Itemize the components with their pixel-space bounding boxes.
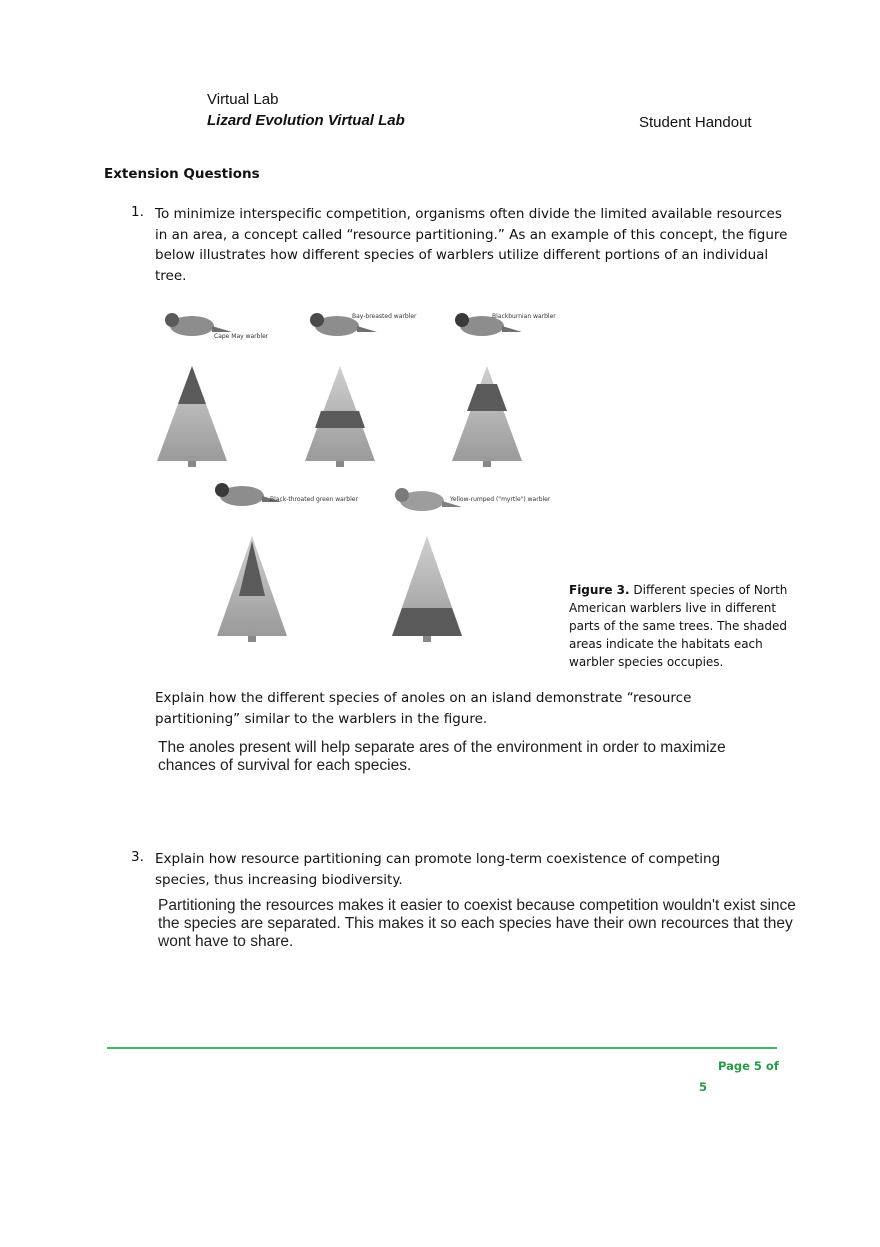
question-3-answer: Partitioning the resources makes it easier to coexist because competition wouldn't exist since the species are separated. This makes it so each species have their own recources that they wont have to share. [158, 897, 796, 950]
figure-caption [569, 581, 789, 671]
footer-rule [107, 1047, 777, 1049]
label-black-throated: Black-throated green warbler [270, 496, 358, 503]
question-1-text: To minimize interspecific competition, organisms often divide the limited available resources in an area, a concept called “resource partitioning.” As an example of this concept, the figure below illustrates how different species of warblers utilize different portions of an individual tree. [155, 206, 788, 284]
question-3-text: Explain how resource partitioning can promote long-term coexistence of competing species, thus increasing biodiversity. [155, 851, 721, 888]
tree-blackburnian [452, 366, 522, 467]
warbler-figure [152, 296, 556, 646]
header-handout-label: Student Handout [639, 114, 752, 131]
question-1-number: 1. [131, 204, 144, 220]
header-lab-type: Virtual Lab [207, 91, 279, 108]
page-number-line2: 5 [699, 1080, 708, 1094]
header-lab-title: Lizard Evolution Virtual Lab [207, 112, 405, 129]
tree-cape-may [157, 366, 227, 467]
question-2-answer: The anoles present will help separate ares of the environment in order to maximize chances of survival for each species. [158, 739, 726, 774]
tree-yellow-rumped [392, 536, 462, 642]
section-title: Extension Questions [104, 166, 260, 182]
page-number-line1: Page 5 of [718, 1059, 779, 1073]
tree-black-throated [217, 536, 287, 642]
question-3-number: 3. [131, 849, 144, 865]
label-cape-may: Cape May warbler [214, 333, 269, 340]
question-2-text: Explain how the different species of anoles on an island demonstrate “resource partitioning” similar to the warblers in the figure. [155, 690, 692, 727]
tree-bay-breasted [305, 366, 375, 467]
label-bay-breasted: Bay-breasted warbler [352, 313, 417, 320]
figure-caption-label: Figure 3. [569, 583, 630, 597]
label-yellow-rumped: Yellow-rumped ("myrtle") warbler [450, 496, 551, 503]
label-blackburnian: Blackburnian warbler [492, 313, 556, 320]
figure-caption-text: Different species of North American warblers live in different parts of the same trees. The shaded areas indicate the habitats each warbler species occupies. [569, 583, 788, 669]
